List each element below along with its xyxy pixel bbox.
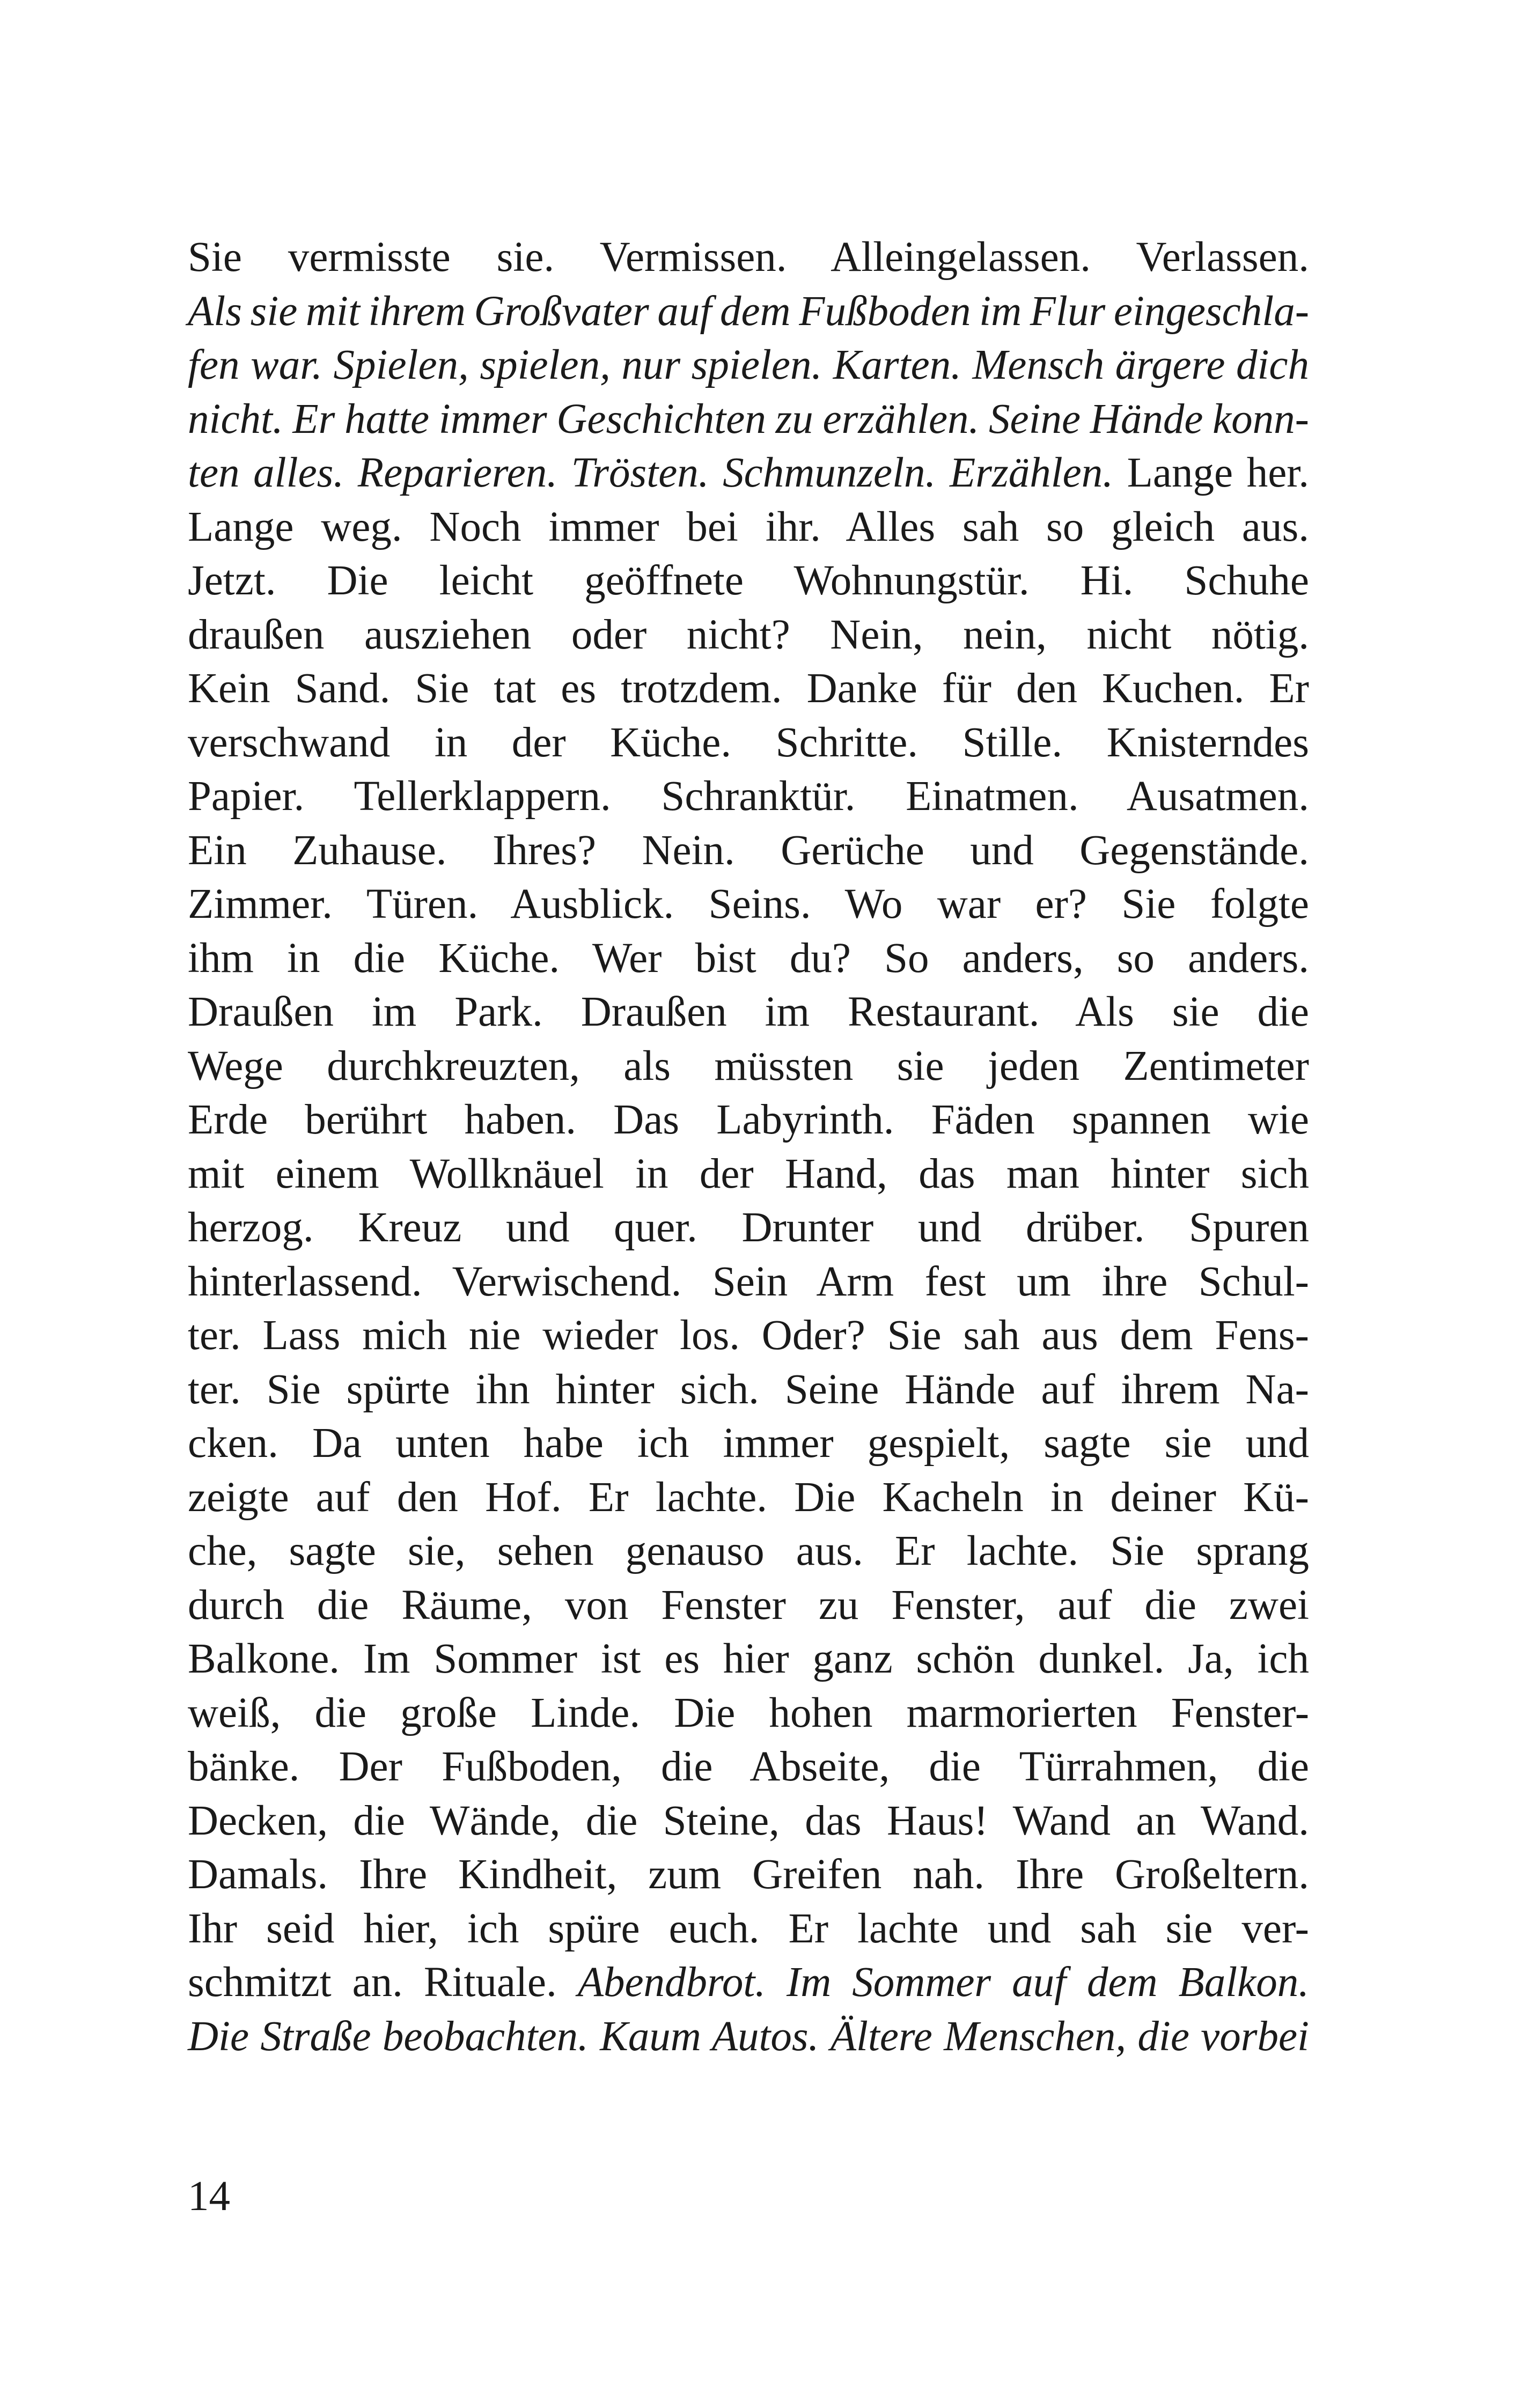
text-line [188,1525,1309,1579]
text-line [188,285,1309,339]
text-segment: Kein Sand. Sie tat es trotzdem. Danke für den Kuchen. Er [188,665,1309,712]
text-segment: Ihr seid hier, ich spüre euch. Er lachte und sah sie ver- [188,1905,1309,1952]
text-line [188,1363,1309,1417]
text-segment: schmitzt an. Rituale. [188,1959,578,2006]
text-line [188,1093,1309,1147]
text-line [188,231,1309,285]
italic-text-segment: Die Straße beobachten. Kaum Autos. Ältere Menschen, die vorbei [188,2013,1309,2060]
text-segment: herzog. Kreuz und quer. Drunter und drüber. Spuren [188,1204,1309,1251]
text-segment: Wege durchkreuzten, als müssten sie jeden Zentimeter [188,1042,1309,1089]
text-segment: mit einem Wollknäuel in der Hand, das man hinter sich [188,1150,1309,1197]
text-line [188,446,1309,500]
text-line [188,932,1309,986]
text-segment: Jetzt. Die leicht geöffnete Wohnungstür. Hi. Schuhe [188,557,1309,604]
text-segment: Lange her. [1113,450,1309,496]
text-segment: Draußen im Park. Draußen im Restaurant. Als sie die [188,989,1309,1035]
text-segment: Zimmer. Türen. Ausblick. Seins. Wo war er? Sie folgte [188,881,1309,927]
text-segment: Papier. Tellerklappern. Schranktür. Einatmen. Ausatmen. [188,773,1309,820]
text-segment: hinterlassend. Verwischend. Sein Arm fest um ihre Schul- [188,1258,1309,1305]
text-line [188,824,1309,878]
text-segment: zeigte auf den Hof. Er lachte. Die Kacheln in deiner Kü- [188,1474,1309,1521]
text-line [188,1147,1309,1202]
text-line [188,1632,1309,1687]
text-line [188,1579,1309,1633]
text-line [188,608,1309,662]
text-segment: che, sagte sie, sehen genauso aus. Er lachte. Sie sprang [188,1528,1309,1574]
text-segment: ter. Lass mich nie wieder los. Oder? Sie sah aus dem Fens- [188,1312,1309,1359]
text-line [188,1201,1309,1255]
italic-text-segment: ten alles. Reparieren. Trösten. Schmunzeln. Erzählen. [188,450,1113,496]
text-segment: ihm in die Küche. Wer bist du? So anders, so anders. [188,934,1309,982]
text-segment: bänke. Der Fußboden, die Abseite, die Türrahmen, die [188,1743,1309,1790]
body-text [188,231,1309,2064]
text-line [188,1848,1309,1902]
text-segment: Ein Zuhause. Ihres? Nein. Gerüche und Gegenstände. [188,827,1309,874]
text-segment: verschwand in der Küche. Schritte. Stille. Knisterndes [188,719,1309,766]
text-line [188,1902,1309,1956]
text-line [188,770,1309,824]
text-segment: Lange weg. Noch immer bei ihr. Alles sah so gleich aus. [188,503,1309,550]
text-segment: draußen ausziehen oder nicht? Nein, nein, nicht nötig. [188,611,1309,658]
text-line [188,2010,1309,2064]
text-segment: ter. Sie spürte ihn hinter sich. Seine Hände auf ihrem Na- [188,1366,1309,1413]
text-segment: durch die Räume, von Fenster zu Fenster, auf die zwei [188,1581,1309,1629]
text-line [188,393,1309,447]
text-line [188,500,1309,555]
italic-text-segment: Als sie mit ihrem Großvater auf dem Fußboden im Flur eingeschla- [188,288,1309,335]
text-line [188,338,1309,393]
text-line [188,1417,1309,1471]
text-segment: weiß, die große Linde. Die hohen marmorierten Fenster- [188,1689,1309,1736]
text-line [188,1740,1309,1794]
text-segment: cken. Da unten habe ich immer gespielt, sagte sie und [188,1420,1309,1467]
text-line [188,1309,1309,1363]
text-line [188,1255,1309,1309]
italic-text-segment: fen war. Spielen, spielen, nur spielen. Karten. Mensch ärgere dich [188,342,1309,388]
text-line [188,985,1309,1040]
text-segment: Balkone. Im Sommer ist es hier ganz schön dunkel. Ja, ich [188,1636,1309,1682]
text-line [188,1794,1309,1849]
text-segment: Sie vermisste sie. Vermissen. Alleingelassen. Verlassen. [188,234,1309,281]
text-line [188,878,1309,932]
text-line [188,662,1309,716]
text-line [188,716,1309,770]
page-number: 14 [188,2173,230,2220]
text-line [188,1687,1309,1741]
text-line [188,554,1309,608]
text-line [188,1471,1309,1525]
text-line [188,1040,1309,1094]
text-segment: Damals. Ihre Kindheit, zum Greifen nah. Ihre Großeltern. [188,1851,1309,1898]
text-line [188,1956,1309,2010]
text-segment: Decken, die Wände, die Steine, das Haus! Wand an Wand. [188,1797,1309,1844]
italic-text-segment: nicht. Er hatte immer Geschichten zu erzählen. Seine Hände konn- [188,395,1309,443]
text-segment: Erde berührt haben. Das Labyrinth. Fäden spannen wie [188,1096,1309,1143]
italic-text-segment: Abendbrot. Im Sommer auf dem Balkon. [577,1959,1309,2006]
